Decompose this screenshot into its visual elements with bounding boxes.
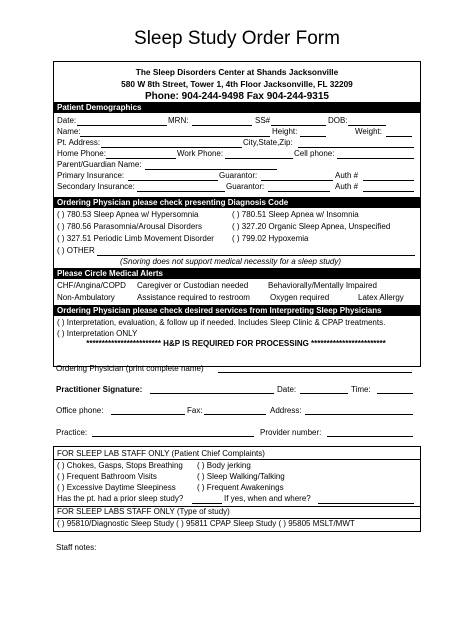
primary-guarantor-label: Guarantor:: [219, 171, 258, 180]
snoring-note: (Snoring does not support medical necessity for a sleep study): [120, 257, 342, 266]
complaint-sleepiness[interactable]: ( ) Excessive Daytime Sleepiness: [57, 483, 176, 492]
signature-date-field[interactable]: [300, 393, 348, 394]
csz-field[interactable]: [298, 147, 414, 148]
services-heading: Ordering Physician please check desired services from Interpreting Sleep Physicians: [53, 305, 421, 316]
office-phone-field[interactable]: [111, 414, 185, 415]
diagnosis-780-56[interactable]: ( ) 780.56 Parasomnia/Arousal Disorders: [57, 222, 202, 231]
work-phone-field[interactable]: [225, 158, 293, 159]
address-field[interactable]: [101, 147, 242, 148]
height-label: Height:: [272, 127, 298, 136]
dob-label: DOB:: [328, 116, 348, 125]
signature-time-label: Time:: [351, 385, 371, 394]
provider-number-label: Provider number:: [260, 428, 322, 437]
secondary-guarantor-field[interactable]: [268, 191, 330, 192]
primary-guarantor-field[interactable]: [261, 180, 333, 181]
height-field[interactable]: [300, 136, 326, 137]
secondary-insurance-label: Secondary Insurance:: [57, 182, 135, 191]
service-interpretation-only[interactable]: ( ) Interpretation ONLY: [57, 329, 138, 338]
center-phone: Phone: 904-244-9498 Fax 904-244-9315: [144, 91, 329, 102]
staff-divider-1: [53, 459, 421, 460]
mrn-field[interactable]: [192, 125, 252, 126]
practitioner-signature-field[interactable]: [150, 393, 274, 394]
prior-study-label: Has the pt. had a prior sleep study?: [57, 494, 184, 503]
date-field[interactable]: [77, 125, 167, 126]
demographics-heading: Patient Demographics: [53, 102, 421, 113]
alerts-heading: Please Circle Medical Alerts: [53, 268, 421, 279]
address-label: Pt. Address:: [57, 138, 101, 147]
if-yes-field[interactable]: [318, 503, 414, 504]
diagnosis-799-02[interactable]: ( ) 799.02 Hypoxemia: [232, 234, 309, 243]
complaint-awakenings[interactable]: ( ) Frequent Awakenings: [197, 483, 284, 492]
diagnosis-780-53[interactable]: ( ) 780.53 Sleep Apnea w/ Hypersomnia: [57, 210, 199, 219]
prior-study-field[interactable]: [192, 503, 222, 504]
alert-chf[interactable]: CHF/Angina/COPD: [57, 281, 126, 290]
lab-staff-heading: FOR SLEEP LAB STAFF ONLY (Patient Chief Complaints): [57, 449, 265, 458]
address-label-physician: Address:: [270, 406, 302, 415]
study-type-heading: FOR SLEEP LABS STAFF ONLY (Type of study): [57, 507, 230, 516]
fax-field[interactable]: [204, 414, 266, 415]
mrn-label: MRN:: [168, 116, 189, 125]
signature-date-label: Date:: [277, 385, 297, 394]
primary-insurance-label: Primary Insurance:: [57, 171, 125, 180]
primary-insurance-field[interactable]: [128, 180, 218, 181]
complaint-bathroom[interactable]: ( ) Frequent Bathroom Visits: [57, 472, 157, 481]
diagnosis-heading: Ordering Physician please check presenting Diagnosis Code: [53, 197, 421, 208]
signature-time-field[interactable]: [377, 393, 413, 394]
dob-field[interactable]: [348, 125, 386, 126]
secondary-auth-field[interactable]: [363, 191, 414, 192]
alert-non-ambulatory[interactable]: Non-Ambulatory: [57, 293, 115, 302]
guardian-label: Parent/Guardian Name:: [57, 160, 142, 169]
form-title: Sleep Study Order Form: [134, 28, 340, 49]
alert-restroom[interactable]: Assistance required to restroom: [137, 293, 250, 302]
secondary-guarantor-label: Guarantor:: [226, 182, 265, 191]
diagnosis-327-51[interactable]: ( ) 327.51 Periodic Limb Movement Disorder: [57, 234, 214, 243]
fax-label: Fax:: [187, 406, 203, 415]
alert-behavioral[interactable]: Behaviorally/Mentally Impaired: [268, 281, 377, 290]
name-label: Name:: [57, 127, 81, 136]
alert-oxygen[interactable]: Oxygen required: [270, 293, 330, 302]
practitioner-signature-label: Practitioner Signature:: [56, 385, 143, 394]
center-address: 580 W 8th Street, Tower 1, 4th Floor Jacksonville, FL 32209: [121, 79, 353, 89]
guardian-field[interactable]: [145, 169, 277, 170]
diagnosis-327-20[interactable]: ( ) 327.20 Organic Sleep Apnea, Unspecified: [232, 222, 391, 231]
complaint-body-jerking[interactable]: ( ) Body jerking: [197, 461, 251, 470]
complaint-sleep-walking[interactable]: ( ) Sleep Walking/Talking: [197, 472, 285, 481]
ss-field[interactable]: [271, 125, 326, 126]
ordering-physician-field[interactable]: [218, 372, 412, 373]
service-interpretation-followup[interactable]: ( ) Interpretation, evaluation, & follow up if needed. Includes Sleep Clinic & CPAP treatments.: [57, 318, 386, 327]
diagnosis-other-field[interactable]: [97, 255, 415, 256]
ss-label: SS#: [255, 116, 271, 125]
date-label: Date:: [57, 116, 77, 125]
diagnosis-other[interactable]: ( ) OTHER: [57, 246, 95, 255]
csz-label: City,State,Zip:: [243, 138, 293, 147]
weight-field[interactable]: [386, 136, 412, 137]
alert-latex[interactable]: Latex Allergy: [358, 293, 404, 302]
alert-caregiver[interactable]: Caregiver or Custodian needed: [137, 281, 249, 290]
home-phone-field[interactable]: [106, 158, 176, 159]
diagnosis-780-51[interactable]: ( ) 780.51 Sleep Apnea w/ Insomnia: [232, 210, 359, 219]
staff-notes-label: Staff notes:: [56, 543, 97, 552]
secondary-auth-label: Auth #: [335, 182, 359, 191]
provider-number-field[interactable]: [327, 436, 413, 437]
complaint-chokes[interactable]: ( ) Chokes, Gasps, Stops Breathing: [57, 461, 183, 470]
primary-auth-label: Auth #: [335, 171, 359, 180]
ordering-physician-label: Ordering Physician (print complete name): [56, 364, 204, 373]
secondary-insurance-field[interactable]: [137, 191, 225, 192]
home-phone-label: Home Phone:: [57, 149, 106, 158]
practice-label: Practice:: [56, 428, 88, 437]
hp-required-notice: ************************ H&P IS REQUIRED FOR PROCESSING ************************: [86, 339, 386, 348]
office-phone-label: Office phone:: [56, 406, 104, 415]
if-yes-label: If yes, when and where?: [224, 494, 311, 503]
primary-auth-field[interactable]: [363, 180, 414, 181]
work-phone-label: Work Phone:: [177, 149, 224, 158]
practice-field[interactable]: [92, 436, 254, 437]
cell-phone-field[interactable]: [337, 158, 414, 159]
weight-label: Weight:: [355, 127, 382, 136]
study-type-options[interactable]: ( ) 95810/Diagnostic Sleep Study ( ) 95811 CPAP Sleep Study ( ) 95805 MSLT/MWT: [57, 519, 355, 528]
center-header: [54, 66, 420, 104]
cell-phone-label: Cell phone:: [294, 149, 335, 158]
name-field[interactable]: [80, 136, 270, 137]
physician-address-field[interactable]: [305, 414, 413, 415]
center-name: The Sleep Disorders Center at Shands Jacksonville: [135, 67, 339, 77]
